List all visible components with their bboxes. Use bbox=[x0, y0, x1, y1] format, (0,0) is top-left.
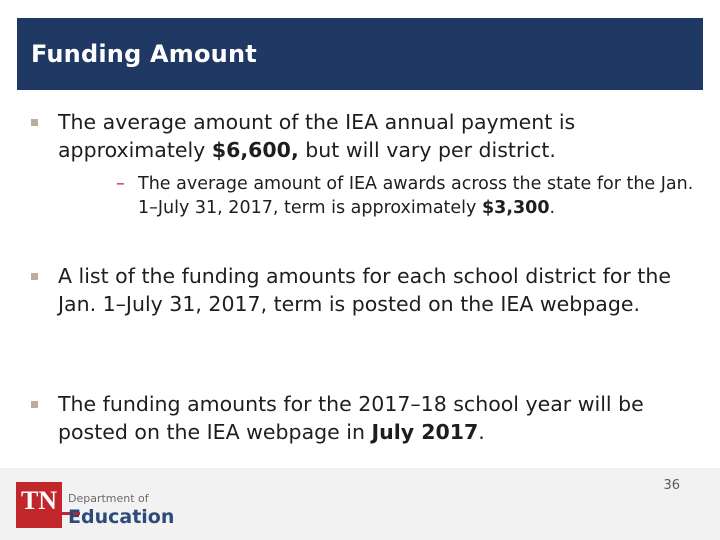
sub-bullet-text: The average amount of IEA awards across the state for the Jan. 1–July 31, 2017, term is approximately $3,300. bbox=[138, 174, 694, 218]
tn-logo-box bbox=[16, 482, 62, 528]
page-number: 36 bbox=[663, 478, 680, 493]
square-bullet-icon bbox=[31, 273, 38, 280]
bullet-item bbox=[31, 262, 691, 318]
footer bbox=[0, 468, 720, 540]
logo-education-text: Education bbox=[68, 506, 175, 528]
bullet-text: The funding amounts for the 2017–18 school year will be posted on the IEA webpage in July 2017. bbox=[58, 392, 644, 444]
dash-bullet-icon: – bbox=[116, 174, 125, 194]
title-bar bbox=[17, 18, 703, 90]
logo-tn-text: TN bbox=[20, 486, 58, 515]
tn-department-of-education-logo bbox=[16, 482, 175, 528]
bullet-item bbox=[31, 390, 691, 446]
square-bullet-icon bbox=[31, 401, 38, 408]
slide-title: Funding Amount bbox=[31, 40, 257, 68]
bullet-text: A list of the funding amounts for each school district for the Jan. 1–July 31, 2017, term is posted on the IEA webpage. bbox=[58, 264, 671, 316]
logo-department-text: Department of bbox=[68, 492, 149, 505]
bullet-item bbox=[31, 108, 691, 164]
square-bullet-icon bbox=[31, 119, 38, 126]
bullet-text: The average amount of the IEA annual payment is approximately $6,600, but will vary per district. bbox=[58, 110, 576, 162]
sub-bullet-item bbox=[116, 172, 696, 220]
